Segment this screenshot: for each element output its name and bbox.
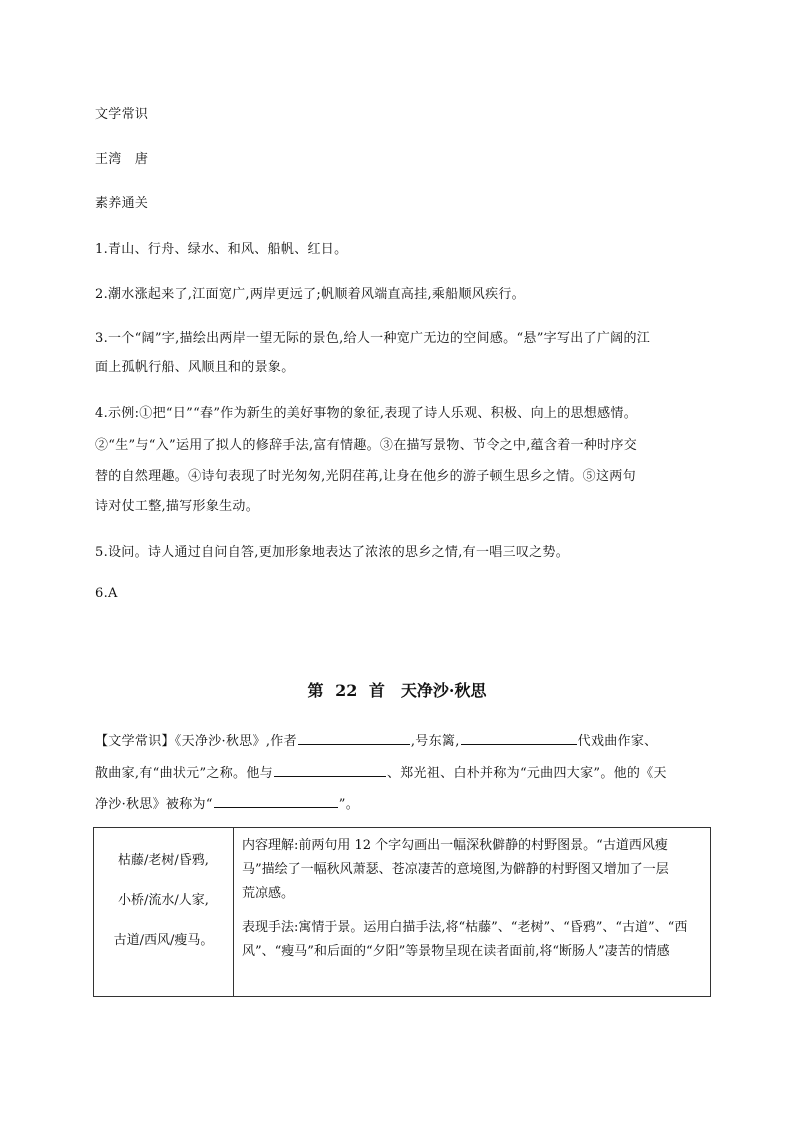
answer-blank-era[interactable] <box>461 732 577 745</box>
fill-text: 代戏曲作家、 <box>577 734 658 749</box>
answer-3-line-1: 3.一个“阔”字,描绘出两岸一望无际的景色,给人一种宽广无边的空间感。“悬”字写出了广阔的江 <box>95 331 651 346</box>
fill-text: 散曲家,有“曲状元”之称。他与 <box>95 766 273 781</box>
answer-blank-title[interactable] <box>214 795 338 808</box>
answer-3-line-2: 面上孤帆行船、风顺且和的景象。 <box>95 360 295 375</box>
analysis-cell <box>234 828 711 997</box>
analysis-text: 表现手法:寓情于景。运用白描手法,将“枯藤”、“老树”、“昏鸦”、“古道”、“西 <box>242 920 688 935</box>
poem-section-title: 第 22 首 天净沙·秋思 <box>307 681 487 700</box>
section-label-literature: 文学常识 <box>95 107 149 122</box>
fill-text: 、郑光祖、白朴并称为“元曲四大家”。他的《天 <box>386 766 667 781</box>
fill-text: 【文学常识】《天净沙·秋思》,作者 <box>95 734 297 749</box>
section-label-literacy: 素养通关 <box>95 196 149 211</box>
author-line: 王湾 唐 <box>95 152 149 167</box>
poem-line: 古道/西风/瘦马。 <box>113 933 214 948</box>
answer-blank-author[interactable] <box>298 732 410 745</box>
content-analysis <box>242 834 702 906</box>
technique-analysis <box>242 916 702 964</box>
fill-text: ,号东篱, <box>410 734 460 749</box>
answer-blank-peer[interactable] <box>274 764 386 777</box>
analysis-text: 风”、“瘦马”和后面的“夕阳”等景物呈现在读者面前,将“断肠人”凄苦的情感 <box>242 944 670 959</box>
fill-text: ”。 <box>338 797 360 812</box>
poem-analysis-table <box>93 827 711 997</box>
answer-4-line-1: 4.示例:①把“日”“春”作为新生的美好事物的象征,表现了诗人乐观、积极、向上的思想感情。 <box>95 406 637 421</box>
poem-line: 小桥/流水/人家, <box>118 893 209 908</box>
poem-line: 枯藤/老树/昏鸦, <box>118 853 209 868</box>
answer-2: 2.潮水涨起来了,江面宽广,两岸更远了;帆顺着风端直高挂,乘船顺风疾行。 <box>95 287 525 302</box>
answer-4-line-3: 替的自然理趣。④诗句表现了时光匆匆,光阴荏苒,让身在他乡的游子顿生思乡之情。⑤这两句 <box>95 469 636 484</box>
answer-6: 6.A <box>95 586 118 601</box>
fill-text: 净沙·秋思》被称为“ <box>95 797 213 812</box>
answer-4-line-4: 诗对仗工整,描写形象生动。 <box>95 499 260 514</box>
literature-fill-line-2 <box>95 762 667 781</box>
answer-1: 1.青山、行舟、绿水、和风、船帆、红日。 <box>95 242 348 257</box>
literature-fill-line-1 <box>95 730 657 749</box>
answer-5: 5.设问。诗人通过自问自答,更加形象地表达了浓浓的思乡之情,有一唱三叹之势。 <box>95 545 570 560</box>
answer-4-line-2: ②“生”与“入”运用了拟人的修辞手法,富有情趣。③在描写景物、节令之中,蕴含着一种时序交 <box>95 438 638 453</box>
analysis-text: 马”描绘了一幅秋风萧瑟、苍凉凄苦的意境图,为僻静的村野图又增加了一层 <box>242 862 669 877</box>
literature-fill-line-3 <box>95 793 359 812</box>
poem-lines-cell <box>94 828 234 997</box>
analysis-text: 内容理解:前两句用 12 个字勾画出一幅深秋僻静的村野图景。“古道西风瘦 <box>242 838 668 853</box>
analysis-text: 荒凉感。 <box>242 886 295 901</box>
